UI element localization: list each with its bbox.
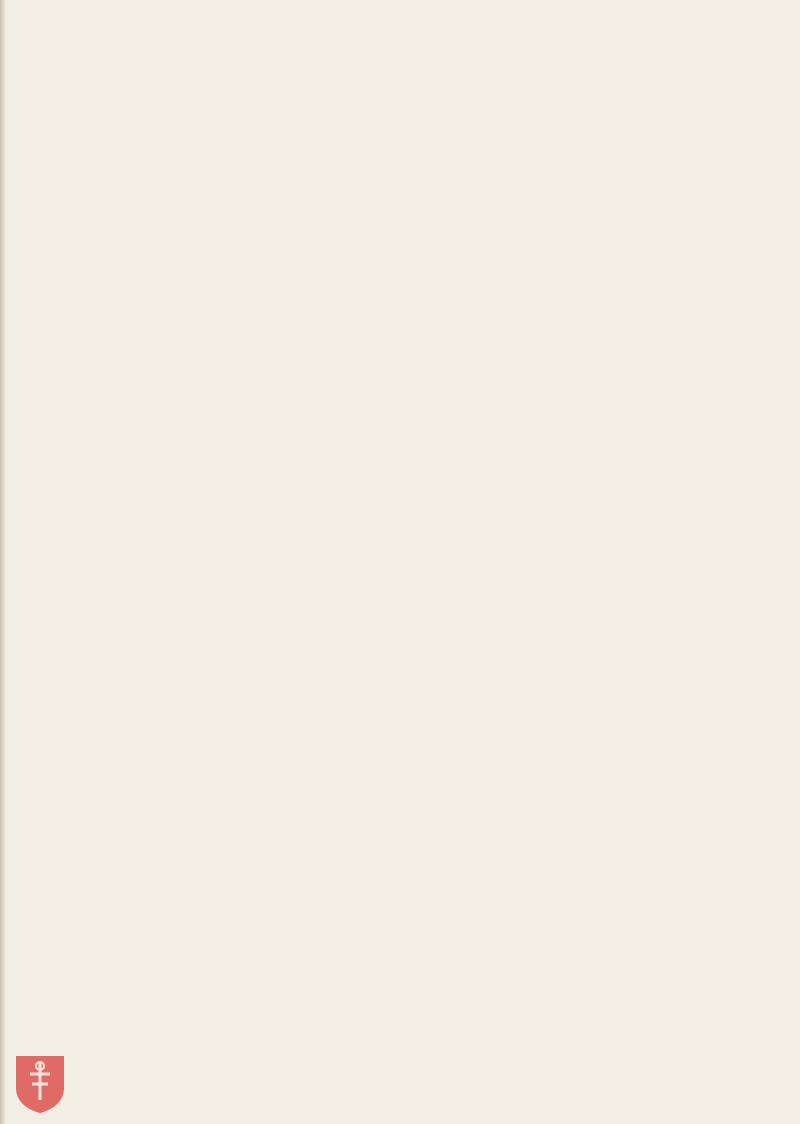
papal-seal-logo (14, 1054, 66, 1114)
page-edge-shadow (0, 0, 6, 1124)
